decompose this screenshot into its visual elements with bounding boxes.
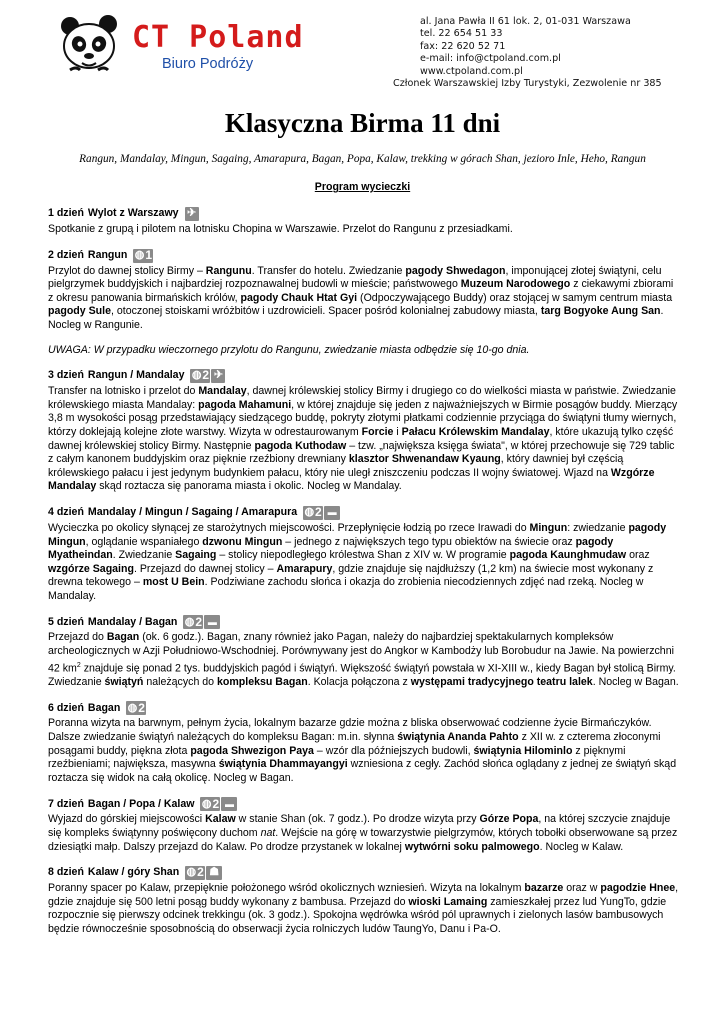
day-heading bbox=[48, 248, 680, 264]
day-description: Przylot do dawnej stolicy Birmy – Rangunu. Transfer do hotelu. Zwiedzanie pagody Shwedagon, imponującej złotej świątyni, celu pielgrzymek buddyjskich i najbardziej rozpoznawalnej budowli w mieście; państwowego Muzeum Narodowego z ciekawymi zbiorami z okresu panowania birmańskich królów, pagody Chauk Htat Gyi (Odpoczywającego Buddy) oraz stojącej w samym centrum miasta pagody Sule, otoczonej stoiskami wróżbitów i uzdrowicieli. Spacer pośród kolonialnej zabudowy miasta, targ Bogyoke Aung San. Nocleg w Rangunie. bbox=[48, 264, 674, 331]
contact-membership: Członek Warszawskiej Izby Turystyki, Zezwolenie nr 385 bbox=[393, 78, 662, 90]
bus-icon: ▬ bbox=[221, 797, 237, 811]
day-icons bbox=[133, 249, 153, 263]
meal-glyph: ◍ bbox=[127, 701, 138, 714]
hiking-icon: ☗ bbox=[206, 866, 222, 880]
day-icons bbox=[303, 506, 340, 520]
day-7 bbox=[48, 796, 680, 854]
meal-count: 2 bbox=[212, 796, 220, 811]
day-icons bbox=[183, 615, 220, 629]
bus-icon: ▬ bbox=[324, 506, 340, 520]
contact-website[interactable]: www.ctpoland.com.pl bbox=[420, 65, 523, 77]
day-number: 7 dzień bbox=[48, 797, 84, 810]
contact-phone: tel. 22 654 51 33 bbox=[420, 28, 503, 40]
bus-icon: ▬ bbox=[204, 615, 220, 629]
day-icons bbox=[200, 797, 237, 811]
day-title: Wylot z Warszawy bbox=[87, 207, 179, 220]
meal-icon bbox=[185, 866, 205, 880]
arrival-note: UWAGA: W przypadku wieczornego przylotu do Rangunu, zwiedzanie miasta odbędzie się 10-go dnia. bbox=[48, 343, 530, 356]
day-title: Kalaw / góry Shan bbox=[87, 866, 180, 879]
meal-count: 1 bbox=[145, 247, 152, 262]
program-heading: Program wycieczki bbox=[314, 181, 411, 193]
contact-block bbox=[393, 16, 662, 90]
meal-glyph: ◍ bbox=[304, 506, 315, 519]
day-heading bbox=[48, 614, 680, 630]
day-icons bbox=[190, 369, 225, 383]
day-title: Bagan / Popa / Kalaw bbox=[87, 797, 195, 810]
day-number: 2 dzień bbox=[48, 248, 84, 261]
day-icons bbox=[185, 207, 199, 221]
meal-count: 2 bbox=[202, 368, 210, 383]
day-icons bbox=[185, 866, 222, 880]
meal-count: 2 bbox=[197, 865, 204, 880]
meal-icon bbox=[303, 506, 323, 520]
meal-icon bbox=[183, 615, 203, 629]
day-description: Transfer na lotnisko i przelot do Mandalay, dawnej królewskiej stolicy Birmy i drugiego co do wielkości miasta w państwie. Zwiedzanie królewskiego miasta Mandalay: pagoda Mahamuni, w której znajduje się jeden z najważniejszych w Birmie posągów buddy. Mierzący 3,8 m wysokości posąg przedstawiający siedzącego buddę, pokryty złotymi płatkami codziennie przyciąga do świątyni tłumy wiernych, którzy doklejają kolejne złote warstwy. Wizyta w odrestaurowanym Forcie i Pałacu Królewskim Mandalay, które ukazują tylko część dawnej królewskiej stolicy Birmy. Następnie pagoda Kuthodaw – tzw. „największa księga świata", w której przechowuje się 729 tablic z całym kanonem buddyjskim oraz pięknie rzeźbiony drewniany klasztor Shwenandaw Kyaung, który dawniej był częścią królewskiego pałacu i jest jedynym budynkiem pałacu, który nie uległ zniszczeniu podczas II wojny światowej. Wjazd na Wzgórze Mandalay skąd roztacza się panorama miasta i okolic. Nocleg w Mandalay. bbox=[48, 385, 678, 493]
day-heading bbox=[48, 865, 680, 881]
day-2 bbox=[48, 248, 680, 333]
day-description: Wyjazd do górskiej miejscowości Kalaw w stanie Shan (ok. 7 godz.). Po drodze wizyta przy Górze Popa, na której szczycie znajduje się kompleks świątynny poświęcony duchom nat. Wejście na górę w towarzystwie pielgrzymów, których tobołki obserwowane są przez dziesiątki małp. Dalszy przejazd do Kalaw. Po drodze przystanek w lokalnej wytwórni soku palmowego. Nocleg w Kalaw. bbox=[48, 813, 678, 853]
day-description: Poranna wizyta na barwnym, pełnym życia, lokalnym bazarze gdzie można z bliska obserwować codzienne życie Birmańczyków. Dalsze zwiedzanie świątyń należących do kompleksu Bagan: m.in. słynna świątynia Ananda Pahto z XII w. z czterema złoconymi posągami buddy, piękna złota pagoda Shwezigon Paya – wzór dla późniejszych budowli, świątynia Hilominlo z pięknymi rzeźbieniami; największa, masywna świątynia Dhammayangyi wzniesiona z cegły. Zachód słońca oglądany z jednej ze świątyń skąd roztacza się widok na całą okolicę. Nocleg w Bagan. bbox=[48, 717, 677, 784]
day-icons bbox=[126, 701, 146, 715]
brand-subtitle: Biuro Podróży bbox=[162, 56, 254, 72]
day-heading bbox=[48, 796, 680, 812]
day-title: Rangun bbox=[87, 248, 128, 261]
contact-fax: fax: 22 620 52 71 bbox=[420, 40, 506, 52]
day-heading bbox=[48, 368, 680, 384]
brand-name: CT Poland bbox=[132, 20, 304, 55]
itinerary bbox=[48, 206, 680, 948]
day-8 bbox=[48, 865, 680, 936]
day-number: 6 dzień bbox=[48, 701, 84, 714]
meal-icon bbox=[200, 797, 220, 811]
day-5 bbox=[48, 614, 680, 689]
day-description: Spotkanie z grupą i pilotem na lotnisku Chopina w Warszawie. Przelot do Rangunu z przesiadkami. bbox=[48, 223, 513, 235]
day-number: 5 dzień bbox=[48, 615, 84, 628]
meal-count: 2 bbox=[195, 614, 203, 629]
day-title: Rangun / Mandalay bbox=[87, 369, 185, 382]
plane-icon: ✈ bbox=[185, 207, 199, 221]
day-number: 3 dzień bbox=[48, 369, 84, 382]
page-subtitle: Rangun, Mandalay, Mingun, Sagaing, Amarapura, Bagan, Popa, Kalaw, trekking w górach Shan, jezioro Inle, Heho, Rangun bbox=[79, 153, 646, 165]
day-description: Przejazd do Bagan (ok. 6 godz.). Bagan, znany również jako Pagan, należy do najbardziej spektakularnych kompleksów archeologicznych w Azji Południowo-Wschodniej. Porównywany jest do Angkor w Kambodży lub Borobudur na Jawie. Na powierzchni 42 $km^2$ znajduje się ponad 2 tys. buddyjskich pagód i świątyń. Większość świątyń powstała w XI-XIII w., kiedy Bagan był stolicą Birmy. Zwiedzanie świątyń należących do kompleksu Bagan. Kolacja połączona z występami tradycyjnego teatru lalek. Nocleg w Bagan. bbox=[48, 631, 679, 688]
meal-icon bbox=[133, 249, 153, 263]
page-title: Klasyczna Birma 11 dni bbox=[224, 108, 501, 138]
day-title: Mandalay / Bagan bbox=[87, 615, 178, 628]
meal-glyph: ◍ bbox=[134, 248, 145, 261]
meal-glyph: ◍ bbox=[184, 615, 195, 628]
meal-icon bbox=[126, 701, 146, 715]
plane-icon: ✈ bbox=[211, 369, 225, 383]
meal-icon bbox=[190, 369, 210, 383]
day-description: Poranny spacer po Kalaw, przepięknie położonego wśród okolicznych wzniesień. Wizyta na lokalnym bazarze oraz w pagodzie Hnee, gdzie znajduje się 500 letni posąg buddy wykonany z bambusa. Przejazd do wioski Lamaing zamieszkałej przez lud YungTo, gdzie rozpocznie się pierwszy odcinek trekkingu (ok. 3 godz.). Spokojna wędrówka wśród pól uprawnych i zielonych lasów bambusowych będzie równocześnie sposobnością do obserwacji życia rolniczych ludów TaungYo, Danu i Pa-O. bbox=[48, 882, 679, 935]
day-title: Mandalay / Mingun / Sagaing / Amarapura bbox=[87, 506, 298, 519]
day-number: 8 dzień bbox=[48, 866, 84, 879]
logo bbox=[56, 14, 306, 80]
day-4 bbox=[48, 505, 680, 604]
day-heading bbox=[48, 700, 680, 716]
meal-count: 2 bbox=[138, 700, 145, 715]
meal-count: 2 bbox=[315, 505, 322, 520]
day-number: 1 dzień bbox=[48, 207, 84, 220]
contact-email[interactable]: e-mail: info@ctpoland.com.pl bbox=[420, 53, 561, 65]
meal-glyph: ◍ bbox=[201, 797, 212, 810]
day-number: 4 dzień bbox=[48, 506, 84, 519]
day-description: Wycieczka po okolicy słynącej ze starożytnych miejscowości. Przepłynięcie łodzią po rzece Irawadi do Mingun: zwiedzanie pagody Mingun, oglądanie wspaniałego dzwonu Mingun – jednego z największych tego typu obiektów na świecie oraz pagody Myatheindan. Zwiedzanie Sagaing – stolicy niepodległego królestwa Shan z XIV w. W programie pagoda Kaunghmudaw oraz wzgórze Sagaing. Przejazd do dawnej stolicy – Amarapury, gdzie znajduje się najdłuższy (1,2 km) na świecie most wykonany z drewna tekowego – most U Bein. Podziwiane zachodu słońca i okazja do zrobienia niecodziennych zdjęć nad rzeką. Nocleg w Mandalay. bbox=[48, 521, 667, 602]
meal-glyph: ◍ bbox=[186, 866, 197, 879]
day-1 bbox=[48, 206, 680, 237]
day-heading bbox=[48, 206, 680, 222]
contact-address: al. Jana Pawła II 61 lok. 2, 01-031 Warszawa bbox=[420, 16, 631, 27]
day-6 bbox=[48, 700, 680, 785]
day-title: Bagan bbox=[87, 701, 121, 714]
panda-logo-icon bbox=[56, 14, 126, 74]
day-3 bbox=[48, 368, 680, 494]
meal-glyph: ◍ bbox=[191, 369, 202, 382]
day-heading bbox=[48, 505, 680, 521]
